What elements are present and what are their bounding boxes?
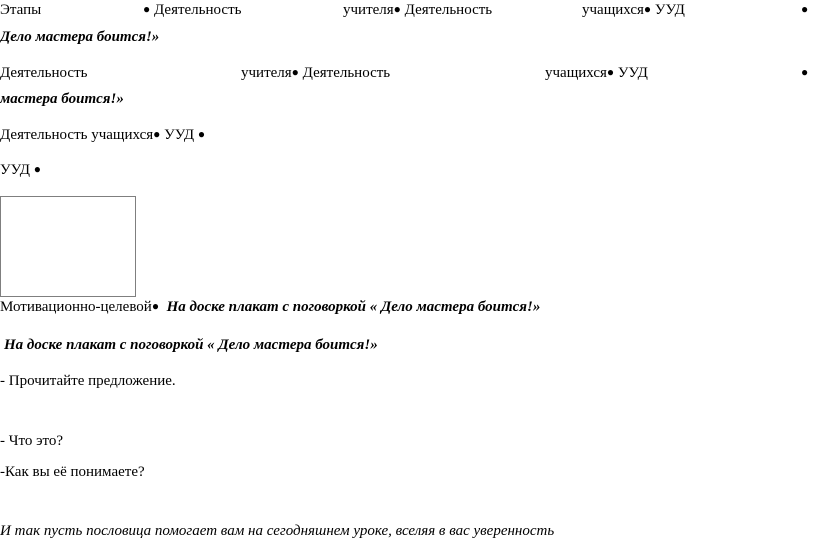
row-4 [0, 161, 41, 179]
text-stage-name: Мотивационно-целевой [0, 299, 152, 315]
bullet-1 [143, 1, 241, 19]
text-teacher: учителя [241, 65, 292, 81]
bullet-5 [241, 64, 390, 82]
text-uud: УУД [617, 65, 648, 81]
text-students: учащихся [582, 2, 644, 18]
text-uud: УУД [164, 127, 195, 143]
image-frame [0, 196, 136, 297]
stage-line [0, 298, 540, 316]
bullet-4 [801, 1, 808, 19]
text-teacher: учителя [343, 2, 394, 18]
text-activity: Деятельность [154, 2, 242, 18]
bullet-icon: ● [801, 2, 809, 16]
bullet-icon: ● [643, 2, 652, 16]
bullet-6 [545, 64, 648, 82]
text-proverb-fragment: мастера боится!» [0, 91, 124, 107]
text-uud: УУД [0, 162, 30, 178]
text-uud: УУД [654, 2, 685, 18]
text-students: учащихся [545, 65, 607, 81]
text-how-understand: -Как вы её понимаете? [0, 464, 145, 480]
text-activity: Деятельность [0, 65, 88, 81]
text-what-is-it: - Что это? [0, 433, 64, 449]
bullet-7 [801, 64, 808, 82]
bullet-icon: ● [606, 65, 615, 79]
text-stages: Этапы [0, 2, 42, 18]
bullet-icon: ● [291, 65, 299, 79]
bullet-icon: ● [33, 162, 41, 176]
text-activity: Деятельность [302, 65, 391, 81]
bullet-icon: ● [801, 65, 809, 79]
text-poster: На доске плакат с поговоркой « Дело мастера боится!» [166, 299, 541, 315]
bullet-icon: ● [153, 127, 161, 141]
text-students-activity: Деятельность учащихся [0, 127, 154, 143]
bullet-2 [343, 1, 492, 19]
bullet-icon: ● [143, 2, 151, 16]
bullet-3 [582, 1, 685, 19]
bullet-icon: ● [197, 127, 206, 141]
row-3 [0, 126, 205, 144]
bullet-icon: ● [393, 2, 401, 16]
text-closing: И так пусть пословица помогает вам на сегодняшнем уроке, вселяя в вас уверенность [0, 523, 555, 539]
text-proverb-fragment: Дело мастера боится!» [0, 29, 160, 45]
bullet-icon: ● [151, 299, 160, 313]
text-read-sentence: - Прочитайте предложение. [0, 373, 176, 389]
text-poster-repeat: На доске плакат с поговоркой « Дело мастера боится!» [4, 337, 378, 353]
text-activity: Деятельность [404, 2, 493, 18]
